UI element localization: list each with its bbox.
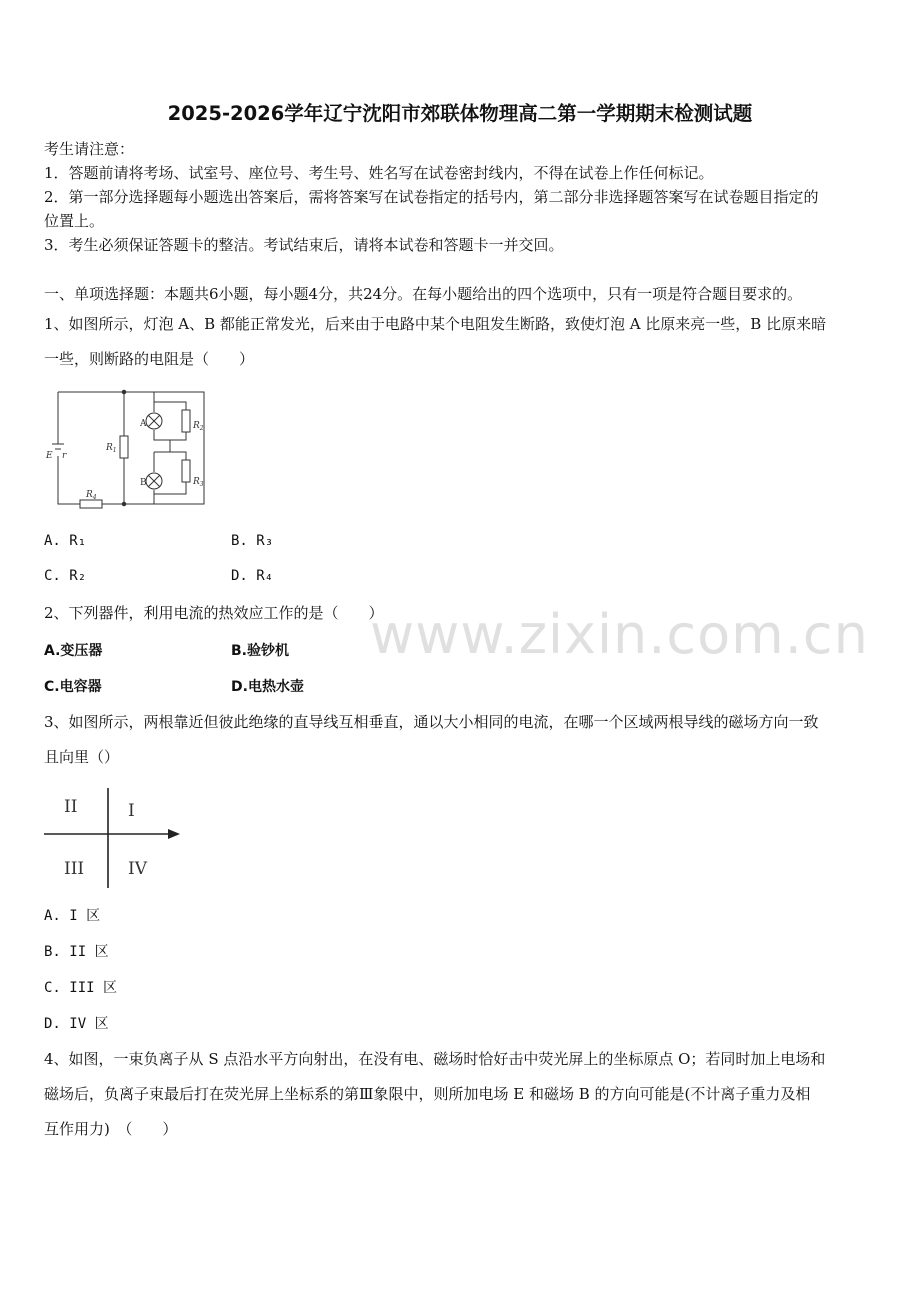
q1-option-d[interactable]: D. R₄: [231, 568, 274, 584]
q2-option-b[interactable]: B.验钞机: [231, 643, 289, 659]
q3-option-b[interactable]: B. II 区: [44, 944, 109, 960]
q4-stem-line1: 4、如图，一束负离子从 S 点沿水平方向射出，在没有电、磁场时恰好击中荧光屏上的坐标原点 O；若同时加上电场和: [44, 1050, 826, 1068]
q2-stem: 2、下列器件，利用电流的热效应工作的是（ ）: [44, 604, 384, 622]
q4-stem-line2: 磁场后，负离子束最后打在荧光屏上坐标系的第Ⅲ象限中，则所加电场 E 和磁场 B 的方向可能是(不计离子重力及相: [44, 1085, 811, 1103]
lamp-b-label: B: [140, 478, 147, 488]
q1-stem-line1: 1、如图所示，灯泡 A、B 都能正常发光，后来由于电路中某个电阻发生断路，致使灯泡 A 比原来亮一些，B 比原来暗: [44, 315, 827, 333]
notice-item: 3．考生必须保证答题卡的整洁。考试结束后，请将本试卷和答题卡一并交回。: [44, 236, 564, 254]
q3-option-c[interactable]: C. III 区: [44, 980, 118, 996]
r4-label: $R_4$: [86, 490, 97, 501]
q1-circuit-diagram: [42, 386, 222, 516]
battery-label: E: [46, 451, 53, 461]
watermark: www.zixin.com.cn: [370, 603, 869, 666]
r1-label: $R_1$: [106, 443, 117, 454]
region-i-label: I: [128, 801, 135, 821]
lamp-a-label: A: [140, 419, 147, 429]
notice-item: 1．答题前请将考场、试室号、座位号、考生号、姓名写在试卷密封线内，不得在试卷上作任何标记。: [44, 164, 714, 182]
section-heading: 一、单项选择题：本题共6小题，每小题4分，共24分。在每小题给出的四个选项中，只有一项是符合题目要求的。: [44, 285, 803, 303]
r2-label: $R_2$: [193, 421, 204, 432]
q2-option-a[interactable]: A.变压器: [44, 643, 103, 659]
notice-item: 位置上。: [44, 212, 105, 230]
page-title: 2025-2026学年辽宁沈阳市郊联体物理高二第一学期期末检测试题: [167, 102, 753, 125]
q3-option-d[interactable]: D. IV 区: [44, 1016, 109, 1032]
region-ii-label: II: [64, 797, 78, 817]
q2-option-c[interactable]: C.电容器: [44, 679, 102, 695]
q3-option-a[interactable]: A. I 区: [44, 908, 101, 924]
notice-heading: 考生请注意：: [44, 140, 135, 158]
q1-stem-line2: 一些，则断路的电阻是（ ）: [44, 350, 255, 368]
region-iv-label: IV: [128, 859, 147, 879]
r3-label: $R_3$: [193, 477, 204, 488]
q1-option-c[interactable]: C. R₂: [44, 568, 87, 584]
q1-option-b[interactable]: B. R₃: [231, 533, 274, 549]
internal-resistance-label: r: [62, 451, 67, 461]
q3-stem-line1: 3、如图所示，两根靠近但彼此绝缘的直导线互相垂直，通以大小相同的电流，在哪一个区域两根导线的磁场方向一致: [44, 713, 819, 731]
notice-item: 2．第一部分选择题每小题选出答案后，需将答案写在试卷指定的括号内，第二部分非选择题答案写在试卷题目指定的: [44, 188, 819, 206]
q4-stem-line3: 互作用力) （ ）: [44, 1120, 178, 1138]
q3-wire-diagram: [44, 786, 188, 890]
q2-option-d[interactable]: D.电热水壶: [231, 679, 304, 695]
q3-stem-line2: 且向里（）: [44, 748, 120, 766]
region-iii-label: III: [64, 859, 85, 879]
q1-option-a[interactable]: A. R₁: [44, 533, 87, 549]
